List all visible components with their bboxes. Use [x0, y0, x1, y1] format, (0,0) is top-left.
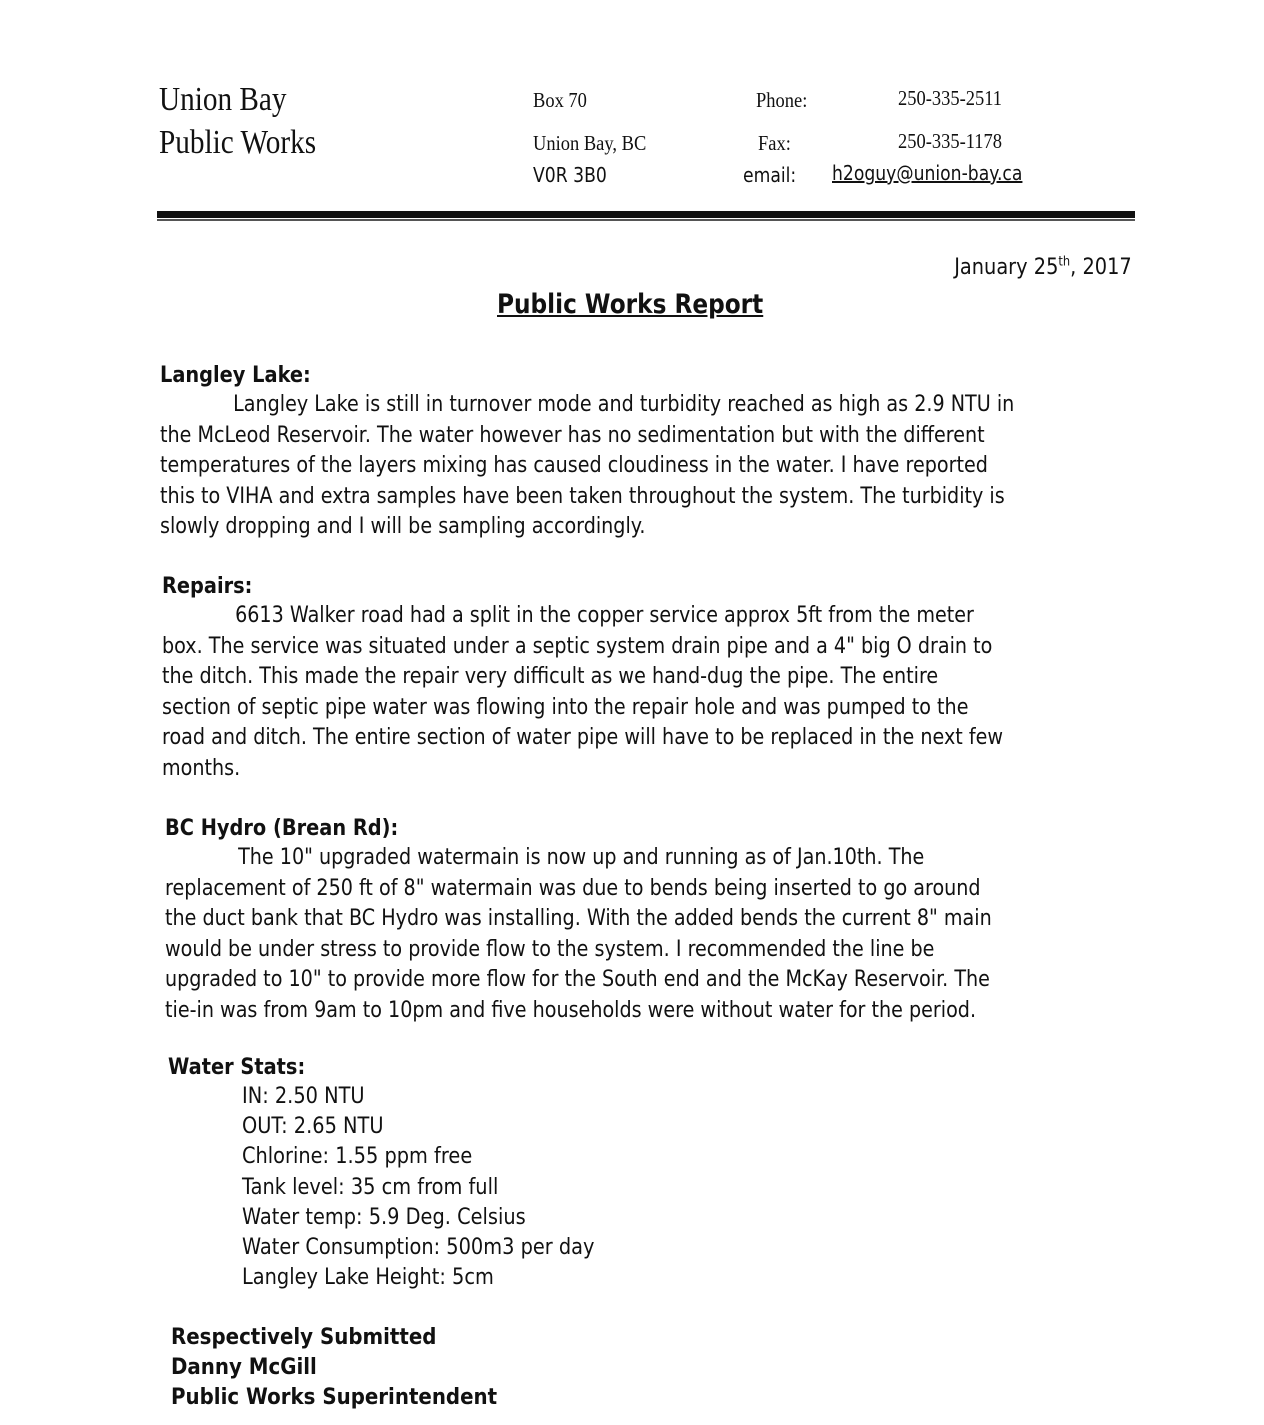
body-line: section of septic pipe water was flowing into the repair hole and was pumped to the [162, 694, 969, 720]
header-divider-shadow [157, 219, 1135, 221]
signature-name: Danny McGill [171, 1355, 317, 1380]
date-year: , 2017 [1070, 255, 1132, 280]
section-heading: Repairs: [162, 574, 253, 599]
section-langley-lake [160, 362, 1160, 543]
address-line-2: Union Bay, BC [533, 131, 647, 155]
address-line-1: Box 70 [533, 88, 587, 112]
stat-out: OUT: 2.65 NTU [242, 1114, 384, 1140]
stat-water-consumption: Water Consumption: 500m3 per day [242, 1234, 595, 1260]
stat-chlorine: Chlorine: 1.55 ppm free [242, 1144, 473, 1170]
header-divider [157, 211, 1135, 218]
section-heading: BC Hydro (Brean Rd): [165, 816, 399, 841]
body-line: replacement of 250 ft of 8" watermain was due to bends being inserted to go around [165, 875, 981, 901]
stat-tank-level: Tank level: 35 cm from full [242, 1174, 499, 1200]
stat-in: IN: 2.50 NTU [242, 1084, 365, 1109]
body-line: the duct bank that BC Hydro was installing. With the added bends the current 8" main [165, 906, 992, 931]
body-line-text: Langley Lake is still in turnover mode and turbidity reached as high as 2.9 NTU in [233, 392, 1015, 417]
body-line-text: 6613 Walker road had a split in the copper service approx 5ft from the meter [235, 603, 974, 628]
org-name-line1: Union Bay [159, 81, 287, 118]
section-body [165, 843, 1157, 1026]
signature-block [171, 1323, 533, 1413]
stat-lake-height: Langley Lake Height: 5cm [242, 1265, 494, 1291]
report-date [954, 254, 1132, 282]
date-suffix: th [1058, 254, 1071, 270]
section-bc-hydro [165, 815, 1165, 1026]
body-line [165, 843, 1157, 874]
section-body [160, 390, 1152, 543]
body-line: this to VIHA and extra samples have been taken throughout the system. The turbidity is [160, 483, 1005, 509]
email-link[interactable]: h2oguy@union-bay.ca [832, 161, 1023, 185]
body-line [162, 601, 1154, 632]
org-name-line2: Public Works [159, 124, 317, 161]
date-text: January 25 [954, 255, 1059, 280]
phone-number: 250-335-2511 [898, 86, 1003, 110]
body-line: road and ditch. The entire section of water pipe will have to be replaced in the next few [162, 725, 1004, 750]
body-line [160, 390, 1152, 421]
report-title: Public Works Report [497, 289, 764, 320]
body-line: box. The service was situated under a septic system drain pipe and a 4" big O drain to [162, 633, 993, 659]
water-stats-heading: Water Stats: [168, 1055, 306, 1080]
section-body [162, 601, 1154, 784]
body-line-text: The 10" upgraded watermain is now up and running as of Jan.10th. The [238, 845, 925, 870]
fax-number: 250-335-1178 [898, 129, 1003, 153]
body-line: temperatures of the layers mixing has caused cloudiness in the water. I have reported [160, 453, 988, 478]
body-line: tie-in was from 9am to 10pm and five households were without water for the period. [165, 997, 977, 1023]
signature-closing: Respectively Submitted [171, 1325, 437, 1350]
body-line: the McLeod Reservoir. The water however has no sedimentation but with the different [160, 422, 985, 448]
fax-label: Fax: [758, 131, 791, 155]
address-line-3: V0R 3B0 [533, 163, 607, 187]
signature-role: Public Works Superintendent [171, 1385, 498, 1410]
body-line: would be under stress to provide flow to the system. I recommended the line be [165, 936, 935, 962]
body-line: months. [162, 755, 241, 781]
stat-water-temp: Water temp: 5.9 Deg. Celsius [242, 1204, 526, 1230]
section-heading: Langley Lake: [160, 363, 311, 388]
body-line: the ditch. This made the repair very difficult as we hand-dug the pipe. The entire [162, 664, 939, 689]
email-label: email: [743, 163, 797, 187]
section-repairs [162, 573, 1162, 784]
water-stats-list [242, 1082, 643, 1293]
body-line: slowly dropping and I will be sampling accordingly. [160, 514, 646, 539]
body-line: upgraded to 10" to provide more flow for the South end and the McKay Reservoir. The [165, 967, 990, 992]
phone-label: Phone: [756, 88, 808, 112]
